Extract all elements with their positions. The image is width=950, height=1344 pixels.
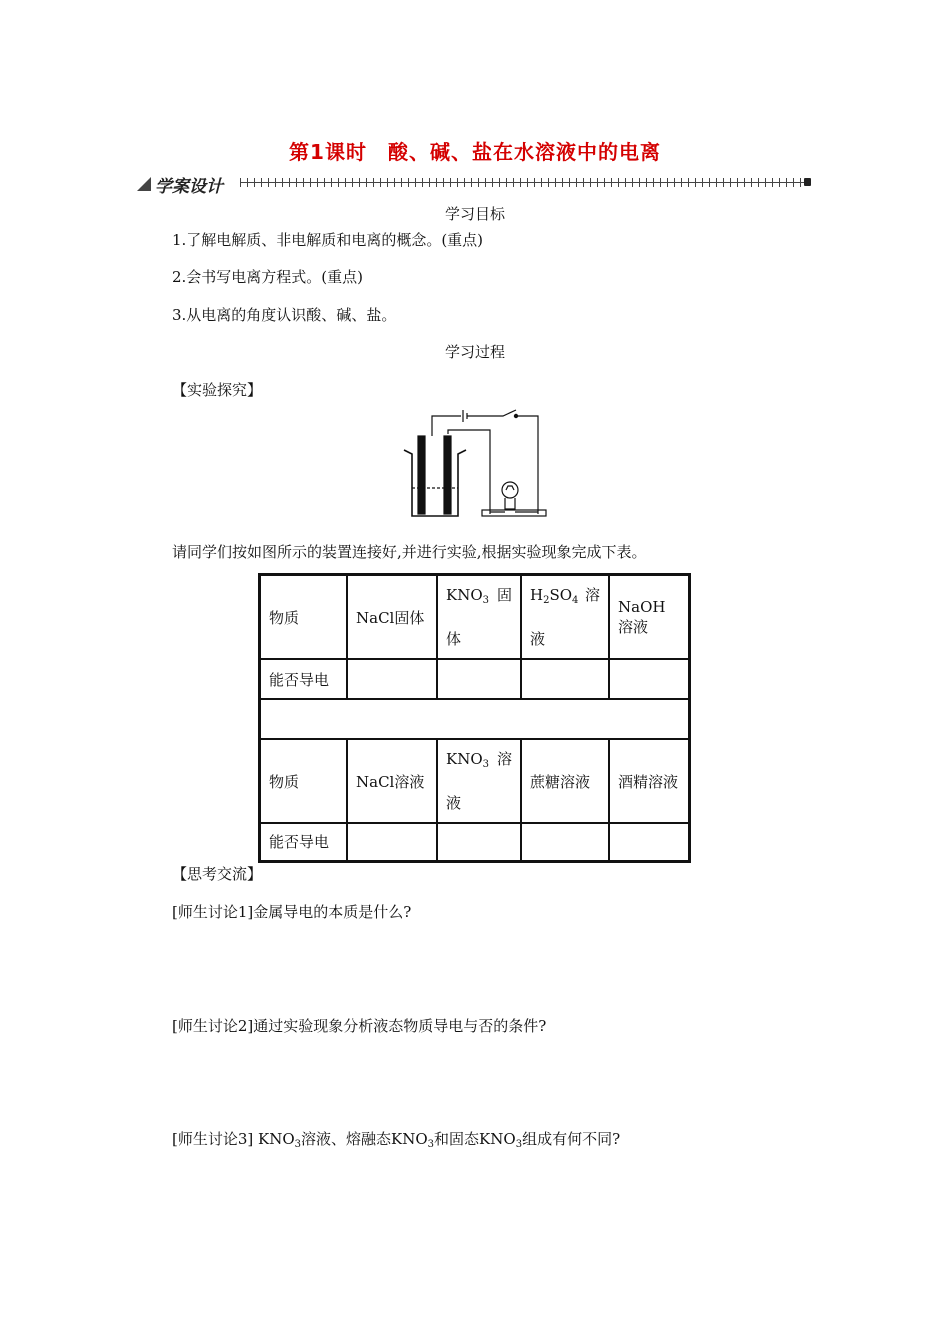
cell-text: SO [549, 586, 573, 604]
table-cell: 蔗糖溶液 [521, 739, 609, 823]
banner-arrow-icon [137, 177, 151, 191]
discussion-1: [师生讨论1]金属导电的本质是什么? [172, 903, 412, 921]
banner-end-icon [804, 178, 811, 186]
table-cell: 能否导电 [260, 823, 348, 861]
table-cell: 物质 [260, 575, 348, 660]
table-cell: 物质 [260, 739, 348, 823]
cell-text: 液 [530, 630, 546, 648]
table-cell: 酒精溶液 [609, 739, 690, 823]
table-cell [609, 659, 690, 699]
table-row [260, 659, 690, 699]
goals-heading: 学习目标 [444, 205, 505, 223]
table-cell [347, 659, 437, 699]
subscript: 3 [427, 1139, 435, 1150]
cell-subscript: 4 [572, 595, 579, 606]
table-cell [521, 659, 609, 699]
table-cell [609, 823, 690, 861]
subscript: 3 [294, 1139, 302, 1150]
section-banner [135, 174, 815, 197]
table-cell: NaCl溶液 [347, 739, 437, 823]
page-title: 第1课时 酸、碱、盐在水溶液中的电离 [289, 140, 661, 164]
cell-text: H [530, 586, 544, 604]
table-row [260, 575, 690, 660]
banner-line [240, 182, 806, 183]
goal-item-2: 2.会书写电离方程式。(重点) [172, 268, 364, 286]
table-cell [437, 739, 521, 823]
discussion-3-text: 组成有何不同? [522, 1130, 621, 1148]
table-cell [521, 575, 609, 660]
experiment-heading: 【实验探究】 [172, 381, 263, 399]
table-cell [260, 699, 690, 739]
think-heading: 【思考交流】 [172, 865, 263, 883]
cell-text: KNO [446, 750, 483, 768]
discussion-2: [师生讨论2]通过实验现象分析液态物质导电与否的条件? [172, 1017, 547, 1035]
cell-text: KNO [446, 586, 483, 604]
discussion-3-text: 溶液、熔融态KNO [301, 1130, 428, 1148]
table-cell [437, 659, 521, 699]
discussion-3-text: 和固态KNO [434, 1130, 516, 1148]
discussion-3-text: [师生讨论3] KNO [172, 1130, 295, 1148]
table-cell: 能否导电 [260, 659, 348, 699]
cell-text: 固 [496, 586, 512, 604]
table-row [260, 823, 690, 861]
table-cell [521, 823, 609, 861]
table-cell [437, 823, 521, 861]
table-row [260, 739, 690, 823]
table-cell: NaOH溶液 [609, 575, 690, 660]
table-row [260, 699, 690, 739]
banner-label: 学案设计 [155, 177, 223, 197]
cell-text: 液 [446, 794, 462, 812]
discussion-3 [172, 1128, 620, 1150]
table-cell [437, 575, 521, 660]
goal-item-1: 1.了解电解质、非电解质和电离的概念。(重点) [172, 231, 484, 249]
goal-item-3: 3.从电离的角度认识酸、碱、盐。 [172, 306, 397, 324]
circuit-diagram [398, 404, 548, 520]
experiment-instruction: 请同学们按如图所示的装置连接好,并进行实验,根据实验现象完成下表。 [172, 543, 647, 561]
cell-text: 体 [446, 630, 462, 648]
cell-text: 溶 [584, 586, 600, 604]
cell-text: 溶 [496, 750, 512, 768]
cell-subscript: 3 [482, 759, 490, 770]
table-cell: NaCl固体 [347, 575, 437, 660]
process-heading: 学习过程 [444, 343, 505, 361]
table-cell [347, 823, 437, 861]
subscript: 3 [515, 1139, 523, 1150]
cell-subscript: 3 [482, 595, 490, 606]
cell-subscript: 2 [543, 595, 550, 606]
results-table [258, 573, 691, 863]
